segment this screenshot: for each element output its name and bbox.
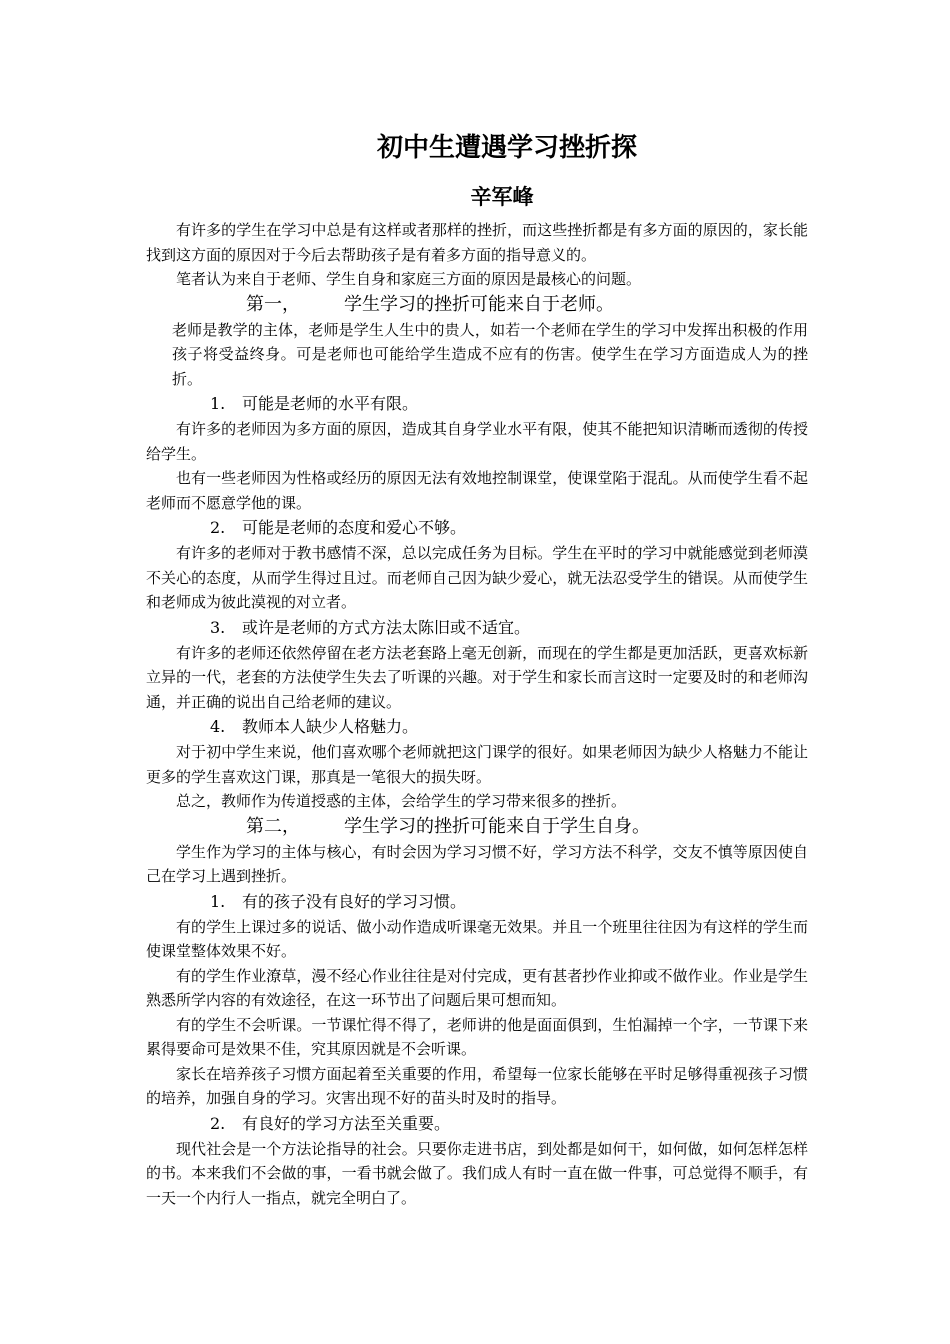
body-paragraph: 也有一些老师因为性格或经历的原因无法有效地控制课堂，使课堂陷于混乱。从而使学生看不起老师而不愿意学他的课。 [146,469,808,512]
intro-paragraph: 笔者认为来自于老师、学生自身和家庭三方面的原因是最核心的问题。 [176,270,642,288]
subsection-heading [146,714,808,740]
subsection-title: 教师本人缺少人格魅力。 [242,717,419,736]
subsection-title: 有良好的学习方法至关重要。 [242,1113,451,1133]
body-paragraph: 有的学生上课过多的说话、做小动作造成听课毫无效果。并且一个班里往往因为有这样的学生而使课堂整体效果不好。 [146,917,808,960]
section-lead: 学生作为学习的主体与核心，有时会因为学习习惯不好，学习方法不科学，交友不慎等原因使自己在学习上遇到挫折。 [146,842,808,885]
body-paragraph: 有的学生不会听课。一节课忙得不得了，老师讲的他是面面俱到，生怕漏掉一个字，一节课下来累得要命可是效果不佳，究其原因就是不会听课。 [146,1015,808,1058]
section-number: 第二， [246,815,300,837]
section-title: 学生学习的挫折可能来自于老师。 [344,293,614,315]
section-lead: 老师是教学的主体，老师是学生人生中的贵人，如若一个老师在学生的学习中发挥出积极的作用孩子将受益终身。可是老师也可能给学生造成不应有的伤害。使学生在学习方面造成人为的挫折。 [172,320,808,388]
document-page [146,128,808,1210]
subsection-number: 2. [210,518,226,537]
section-heading [146,814,808,840]
subsection-heading [146,615,808,641]
subsection-number: 3. [210,617,226,637]
document-title: 初中生遭遇学习挫折探 [376,133,637,163]
subsection-title: 可能是老师的水平有限。 [242,394,419,413]
subsection-number: 2. [210,1113,226,1133]
body-paragraph: 有许多的老师对于教书感情不深，总以完成任务为目标。学生在平时的学习中就能感觉到老师漠不关心的态度，从而学生得过且过。而老师自己因为缺少爱心，就无法忍受学生的错误。从而使学生和老师成为彼此漠视的对立者。 [146,544,808,611]
section-title: 学生学习的挫折可能来自于学生自身。 [344,815,650,837]
subsection-heading [146,1111,808,1137]
subsection-title: 或许是老师的方式方法太陈旧或不适宜。 [242,617,531,637]
body-paragraph: 有许多的老师因为多方面的原因，造成其自身学业水平有限，使其不能把知识清晰而透彻的传授给学生。 [146,420,808,463]
body-paragraph: 有许多的老师还依然停留在老方法老套路上毫无创新，而现在的学生都是更加活跃，更喜欢标新立异的一代，老套的方法使学生失去了听课的兴趣。对于学生和家长而言这时一定要及时的和老师沟通，并正确的说出自己给老师的建议。 [146,643,808,711]
body-paragraph: 家长在培养孩子习惯方面起着至关重要的作用，希望每一位家长能够在平时足够得重视孩子习惯的培养，加强自身的学习。灾害出现不好的苗头时及时的指导。 [146,1064,808,1107]
intro-paragraph: 有许多的学生在学习中总是有这样或者那样的挫折，而这些挫折都是有多方面的原因的，家长能找到这方面的原因对于今后去帮助孩子是有着多方面的指导意义的。 [146,221,808,264]
body-paragraph: 现代社会是一个方法论指导的社会。只要你走进书店，到处都是如何干，如何做，如何怎样怎样的书。本来我们不会做的事，一看书就会做了。我们成人有时一直在做一件事，可总觉得不顺手，有一天一个内行人一指点，就完全明白了。 [146,1139,808,1207]
body-paragraph: 对于初中学生来说，他们喜欢哪个老师就把这门课学的很好。如果老师因为缺少人格魅力不能让更多的学生喜欢这门课，那真是一笔很大的损失呀。 [146,743,808,786]
subsection-heading [146,391,808,417]
section-number: 第一， [246,293,300,315]
section-heading [146,292,808,318]
subsection-heading [146,889,808,915]
document-author: 辛军峰 [470,184,534,209]
body-paragraph: 有的学生作业潦草，漫不经心作业往往是对付完成，更有甚者抄作业抑或不做作业。作业是学生熟悉所学内容的有效途径，在这一环节出了问题后果可想而知。 [146,966,808,1009]
subsection-number: 1. [210,891,226,911]
subsection-number: 4. [210,717,226,736]
subsection-title: 可能是老师的态度和爱心不够。 [242,518,467,537]
subsection-number: 1. [210,394,226,413]
body-paragraph: 总之，教师作为传道授惑的主体，会给学生的学习带来很多的挫折。 [176,792,627,810]
subsection-title: 有的孩子没有良好的学习习惯。 [242,891,467,911]
subsection-heading [146,515,808,541]
